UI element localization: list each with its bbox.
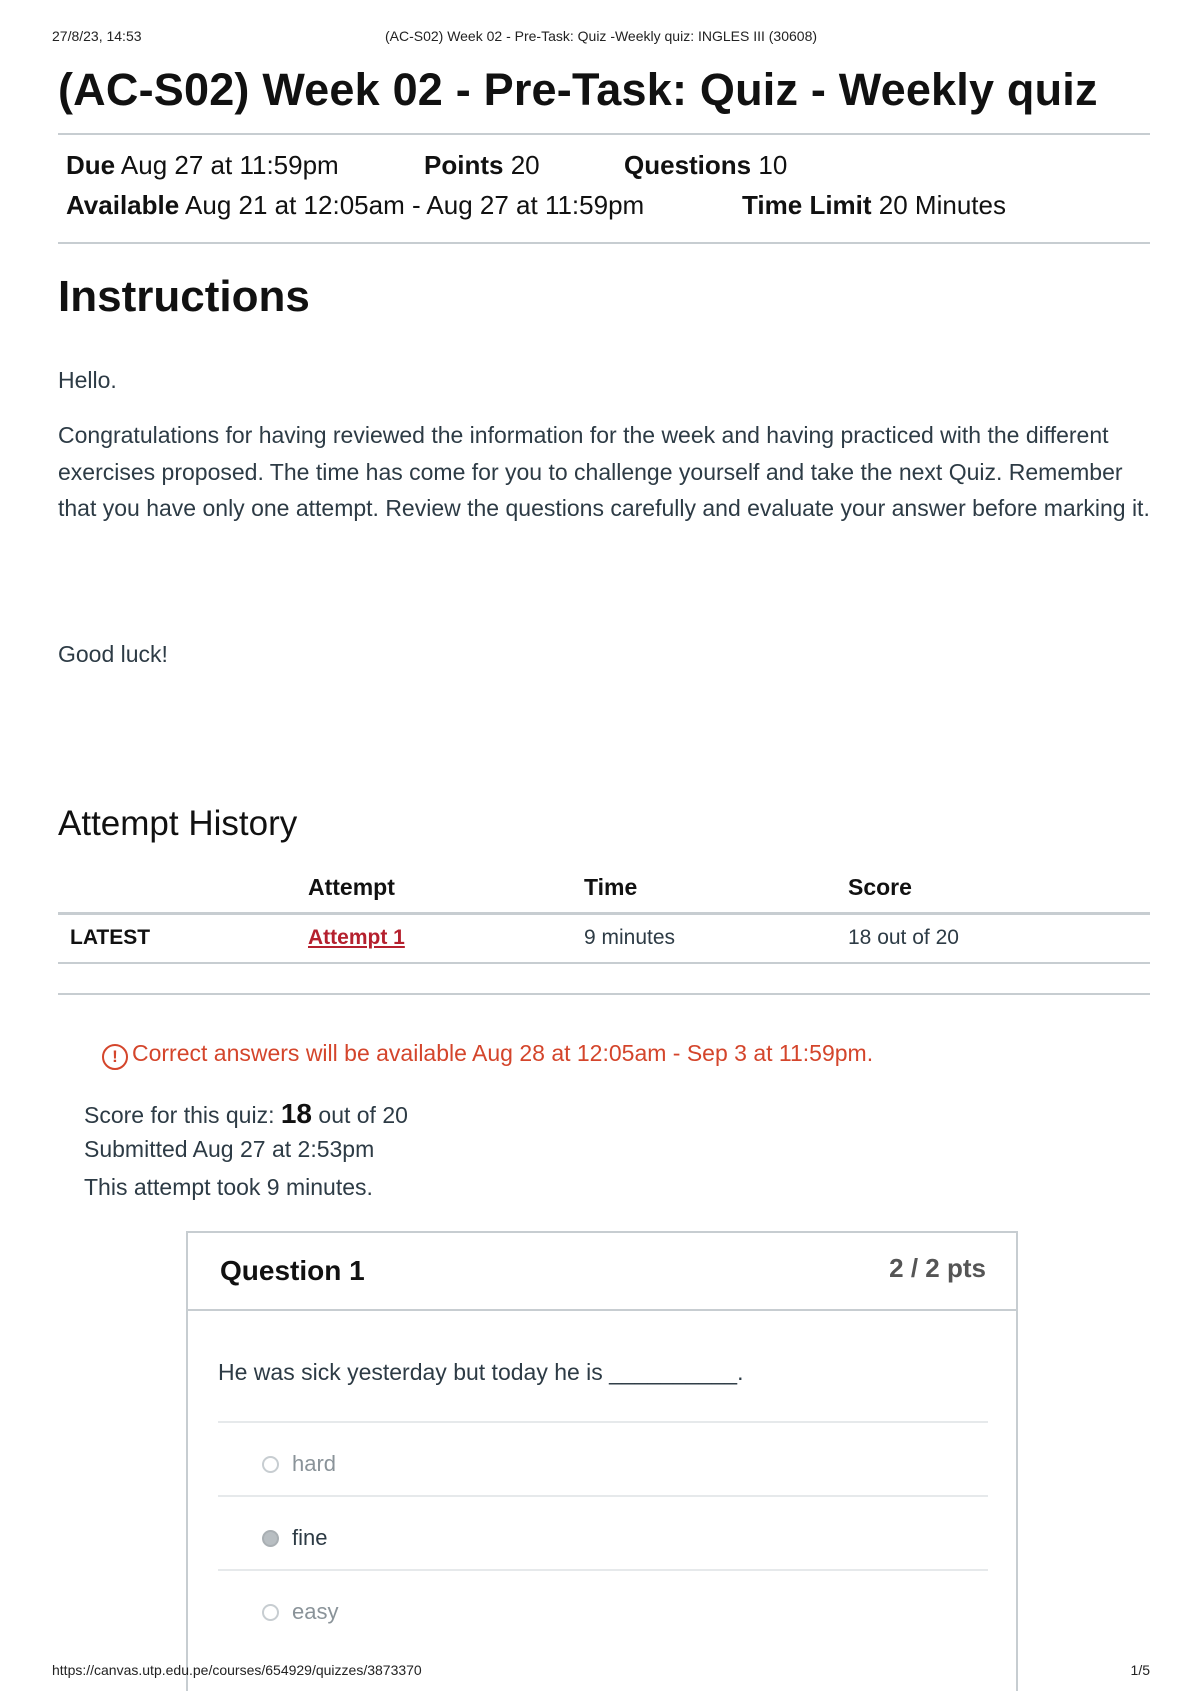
question-text: He was sick yesterday but today he is __________.: [218, 1359, 744, 1385]
print-document-title: (AC-S02) Week 02 - Pre-Task: Quiz -Weekly quiz: INGLES III (30608): [384, 28, 818, 44]
column-header-attempt: Attempt: [308, 874, 395, 900]
attempt-1-link[interactable]: Attempt 1: [308, 926, 405, 949]
due-label: Due: [66, 150, 116, 180]
time-limit-label: Time Limit: [742, 190, 872, 220]
print-timestamp: 27/8/23, 14:53: [52, 28, 142, 44]
instructions-heading: Instructions: [58, 272, 310, 321]
time-limit-info: [742, 190, 1006, 221]
answer-option-label: hard: [292, 1451, 337, 1476]
column-header-time: Time: [584, 874, 638, 900]
due-info: [66, 150, 339, 181]
score-suffix: out of 20: [312, 1102, 408, 1128]
answer-option-fine[interactable]: [262, 1525, 327, 1555]
points-info: [424, 150, 540, 181]
exclamation-icon: !: [102, 1044, 128, 1070]
score-prefix: Score for this quiz:: [84, 1102, 281, 1128]
notice-text: Correct answers will be available Aug 28 at 12:05am - Sep 3 at 11:59pm.: [132, 1040, 874, 1066]
table-row-divider: [58, 962, 1150, 964]
available-value: Aug 21 at 12:05am - Aug 27 at 11:59pm: [185, 190, 645, 220]
answer-option-label: easy: [292, 1599, 339, 1624]
instructions-paragraph: Congratulations for having reviewed the information for the week and having practiced with the different exercises proposed. The time has come for you to challenge yourself and take the next Quiz. Remember that you have only one attempt. Review the questions carefully and evaluate your answer before marking it.: [58, 422, 1150, 521]
question-card: [186, 1231, 1018, 1691]
question-points: 2 / 2 pts: [889, 1253, 986, 1283]
score-line: [84, 1098, 408, 1136]
score-value: 18: [280, 1098, 313, 1129]
questions-value: 10: [758, 150, 788, 180]
option-divider: [218, 1495, 988, 1497]
radio-selected-icon[interactable]: [262, 1530, 279, 1547]
instructions-greeting: Hello.: [58, 367, 117, 393]
divider: [58, 242, 1150, 244]
due-value: Aug 27 at 11:59pm: [120, 150, 339, 180]
attempt-time: 9 minutes: [584, 926, 676, 949]
points-value: 20: [510, 150, 540, 180]
print-page-number: 1/5: [1130, 1662, 1150, 1678]
row-label-latest: LATEST: [70, 926, 151, 949]
divider: [58, 133, 1150, 135]
radio-button-icon[interactable]: [262, 1456, 279, 1473]
question-header: [188, 1233, 1016, 1311]
answer-option-easy[interactable]: [262, 1599, 338, 1629]
time-limit-value: 20 Minutes: [878, 190, 1006, 220]
questions-label: Questions: [624, 150, 752, 180]
option-divider: [218, 1421, 988, 1423]
available-info: [66, 190, 644, 221]
answer-option-label: fine: [292, 1525, 328, 1550]
page-title: (AC-S02) Week 02 - Pre-Task: Quiz - Weekly quiz: [58, 64, 1098, 115]
points-label: Points: [424, 150, 504, 180]
table-header-divider: [58, 912, 1150, 915]
available-label: Available: [66, 190, 180, 220]
question-title: Question 1: [220, 1255, 365, 1286]
attempt-history-heading: Attempt History: [58, 804, 298, 843]
attempt-score: 18 out of 20: [848, 926, 959, 949]
questions-info: [624, 150, 787, 181]
answer-option-hard[interactable]: [262, 1451, 336, 1481]
print-footer: [52, 1662, 1150, 1682]
duration-line: This attempt took 9 minutes.: [84, 1174, 373, 1200]
instructions-closing: Good luck!: [58, 641, 168, 667]
quiz-results: [84, 1098, 408, 1212]
correct-answers-notice: [102, 1040, 873, 1070]
submitted-line: Submitted Aug 27 at 2:53pm: [84, 1136, 375, 1162]
print-url: https://canvas.utp.edu.pe/courses/654929/quizzes/3873370: [52, 1662, 422, 1678]
option-divider: [218, 1569, 988, 1571]
attempt-history-table: [58, 868, 1150, 964]
divider: [58, 993, 1150, 995]
print-header: [52, 28, 1150, 48]
column-header-score: Score: [848, 874, 912, 900]
radio-button-icon[interactable]: [262, 1604, 279, 1621]
